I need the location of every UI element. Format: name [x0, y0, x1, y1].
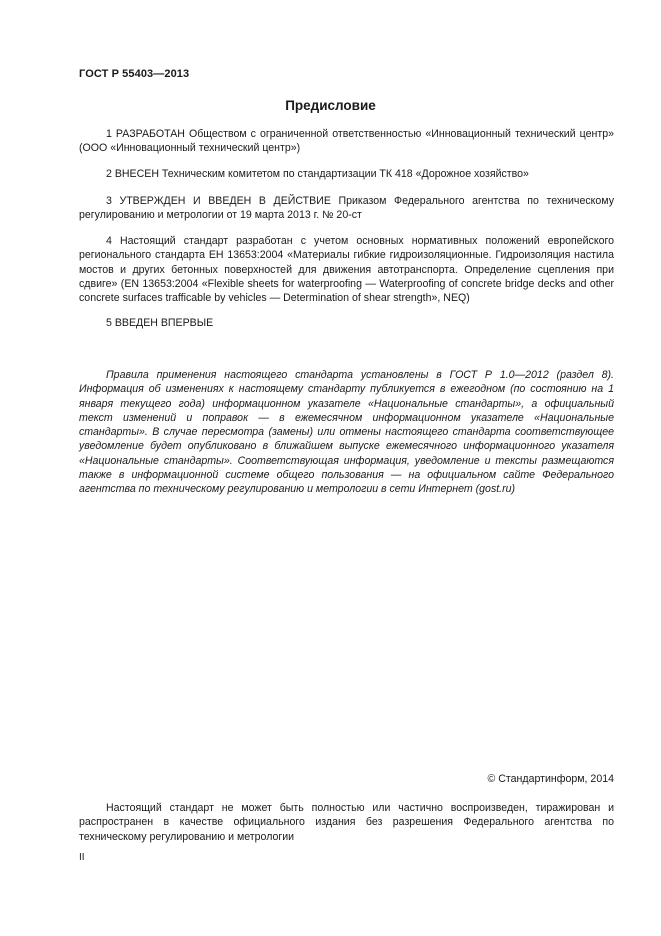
application-notice: Правила применения настоящего стандарта установлены в ГОСТ Р 1.0—2012 (раздел 8). Информация об изменениях к настоящему стандарту публикуется в ежегодном (по состоянию на 1 января текущего года) информационном указателе «Национальные стандарты», а официальный текст изменений и поправок — в ежемесячном информационном указателе «Национальные стандарты». В случае пересмотра (замены) или отмены настоящего стандарта соответствующее уведомление будет опубликовано в ближайшем выпуске ежемесячного информационного указателя «Национальные стандарты». Соответствующая информация, уведомление и тексты размещаются также в информационной системе общего пользования — на официальном сайте Федерального агентства по техническому регулированию и метрологии в сети Интернет (gost.ru): [79, 369, 614, 496]
foreword-item-5: 5 ВВЕДЕН ВПЕРВЫЕ: [106, 317, 214, 329]
foreword-item-3: 3 УТВЕРЖДЕН И ВВЕДЕН В ДЕЙСТВИЕ Приказом Федерального агентства по техническому регулированию и метрологии от 19 марта 2013 г. № 20-ст: [79, 195, 614, 222]
reproduction-notice: Настоящий стандарт не может быть полностью или частично воспроизведен, тиражирован и распространен в качестве официального издания без разрешения Федерального агентства по техническому регулированию и метрологии: [79, 802, 614, 843]
page-number: II: [79, 852, 85, 863]
copyright: © Стандартинформ, 2014: [487, 773, 614, 785]
document-code: ГОСТ Р 55403—2013: [79, 68, 190, 80]
foreword-item-4: 4 Настоящий стандарт разработан с учетом основных нормативных положений европейского регионального стандарта ЕН 13653:2004 «Материалы гибкие гидроизоляционные. Гидроизоляция настила мостов и других бетонных поверхностей для движения автотранспорта. Определение сцепления при сдвиге» (EN 13653:2004 «Flexible sheets for waterproofing — Waterproofing of concrete bridge decks and other concrete surfaces trafficable by vehicles — Determination of shear strength», NEQ): [79, 235, 614, 305]
foreword-item-2: 2 ВНЕСЕН Техническим комитетом по стандартизации ТК 418 «Дорожное хозяйство»: [106, 168, 529, 180]
foreword-item-1: 1 РАЗРАБОТАН Обществом с ограниченной ответственностью «Инновационный технический центр» (ООО «Инновационный технический центр»): [79, 128, 614, 155]
page-title: Предисловие: [285, 98, 376, 113]
